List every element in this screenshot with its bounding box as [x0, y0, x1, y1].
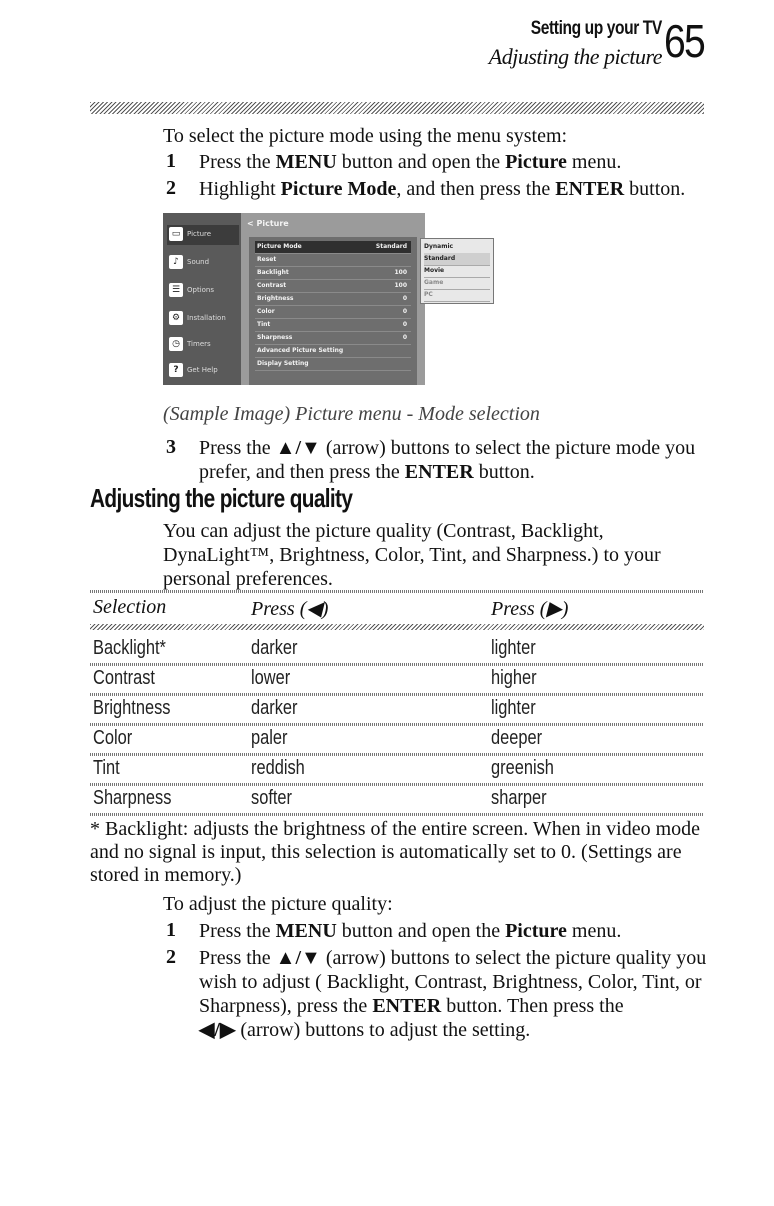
help-icon: ? [169, 363, 183, 377]
menu-row: Sharpness 0 [255, 332, 411, 345]
table-cell: deeper [491, 727, 543, 749]
table-cell: lighter [491, 697, 536, 719]
table-header-cell: Press (▶) [491, 598, 569, 620]
picture-menu-panel [249, 237, 417, 385]
table-row-rule [90, 723, 704, 726]
table-cell: Color [93, 727, 133, 749]
screenshot-sidebar [163, 213, 241, 385]
sidebar-item: ▭ Picture [167, 225, 239, 245]
running-header-subtitle: Adjusting the picture [488, 44, 662, 69]
paragraph-line: personal preferences. [163, 568, 333, 590]
section-heading: Adjusting the picture quality [90, 483, 353, 513]
sidebar-item: ☰ Options [167, 281, 239, 301]
step-text: ◀/▶ (arrow) buttons to adjust the setting. [199, 1019, 531, 1041]
footnote-line: stored in memory.) [90, 864, 242, 886]
mode-option: PC [424, 289, 490, 302]
menu-row: Advanced Picture Setting [255, 345, 411, 358]
paragraph-line: You can adjust the picture quality (Contrast, Backlight, [163, 520, 604, 542]
paragraph-line: DynaLight™, Brightness, Color, Tint, and Sharpness.) to your [163, 544, 661, 566]
mode-option: Game [424, 277, 490, 290]
table-cell: sharper [491, 787, 547, 809]
running-header-title: Setting up your TV [530, 18, 662, 39]
footnote-line: and no signal is input, this selection is automatically set to 0. (Settings are [90, 841, 682, 863]
intro-text: To select the picture mode using the menu system: [163, 125, 568, 147]
table-header-cell: Press (◀) [251, 598, 329, 620]
table-cell: higher [491, 667, 537, 689]
mode-option: Movie [424, 265, 490, 278]
table-cell: Sharpness [93, 787, 172, 809]
tv-icon: ▭ [169, 227, 183, 241]
table-cell: lighter [491, 637, 536, 659]
step-text: wish to adjust ( Backlight, Contrast, Brightness, Color, Tint, or [199, 971, 702, 993]
table-header-rule [90, 624, 704, 630]
table-row-rule [90, 663, 704, 666]
menu-row: Brightness 0 [255, 293, 411, 306]
step-text: Press the MENU button and open the Picture menu. [199, 151, 622, 173]
sidebar-item: ♪ Sound [167, 253, 239, 273]
step-number: 2 [166, 177, 176, 199]
table-row-rule [90, 693, 704, 696]
footnote-line: * Backlight: adjusts the brightness of the entire screen. When in video mode [90, 818, 701, 840]
speaker-icon: ♪ [169, 255, 183, 269]
menu-row: Reset [255, 254, 411, 267]
mode-option: Standard [424, 253, 490, 266]
step-text: prefer, and then press the ENTER button. [199, 461, 535, 483]
menu-row: Contrast 100 [255, 280, 411, 293]
step-text: Sharpness), press the ENTER button. Then press the [199, 995, 624, 1017]
table-cell: Backlight* [93, 637, 166, 659]
table-cell: Brightness [93, 697, 171, 719]
table-cell: greenish [491, 757, 554, 779]
menu-row: Tint 0 [255, 319, 411, 332]
picture-menu-screenshot [163, 213, 425, 385]
table-row-rule [90, 753, 704, 756]
menu-row: Picture Mode Standard [255, 241, 411, 254]
table-cell: Contrast [93, 667, 155, 689]
picture-mode-popup [420, 238, 494, 304]
table-cell: softer [251, 787, 293, 809]
step-number: 1 [166, 150, 176, 172]
table-header-cell: Selection [93, 596, 167, 618]
table-cell: darker [251, 697, 298, 719]
table-cell: paler [251, 727, 288, 749]
table-cell: Tint [93, 757, 120, 779]
mode-option: Dynamic [424, 241, 490, 254]
table-cell: reddish [251, 757, 305, 779]
sidebar-item: ? Get Help [167, 361, 239, 381]
wrench-icon: ⚙ [169, 311, 183, 325]
step-number: 2 [166, 946, 176, 968]
sidebar-item: ⚙ Installation [167, 309, 239, 329]
table-cell: darker [251, 637, 298, 659]
table-top-rule [90, 590, 704, 593]
clock-icon: ◷ [169, 337, 183, 351]
step-number: 3 [166, 436, 176, 458]
intro-text: To adjust the picture quality: [163, 893, 393, 915]
table-row-rule [90, 783, 704, 786]
table-row-rule [90, 813, 704, 816]
step-text: Press the ▲/▼ (arrow) buttons to select the picture mode you [199, 437, 696, 459]
menu-row: Color 0 [255, 306, 411, 319]
step-text: Press the MENU button and open the Picture menu. [199, 920, 622, 942]
menu-row: Backlight 100 [255, 267, 411, 280]
options-icon: ☰ [169, 283, 183, 297]
page-number: 65 [664, 15, 705, 67]
header-rule [90, 102, 704, 114]
panel-title: < Picture [247, 219, 289, 228]
sidebar-item: ◷ Timers [167, 335, 239, 355]
step-text: Highlight Picture Mode, and then press the ENTER button. [199, 178, 686, 200]
image-caption: (Sample Image) Picture menu - Mode selection [163, 403, 540, 425]
table-cell: lower [251, 667, 291, 689]
menu-row: Display Setting [255, 358, 411, 371]
step-text: Press the ▲/▼ (arrow) buttons to select the picture quality you [199, 947, 707, 969]
step-number: 1 [166, 919, 176, 941]
